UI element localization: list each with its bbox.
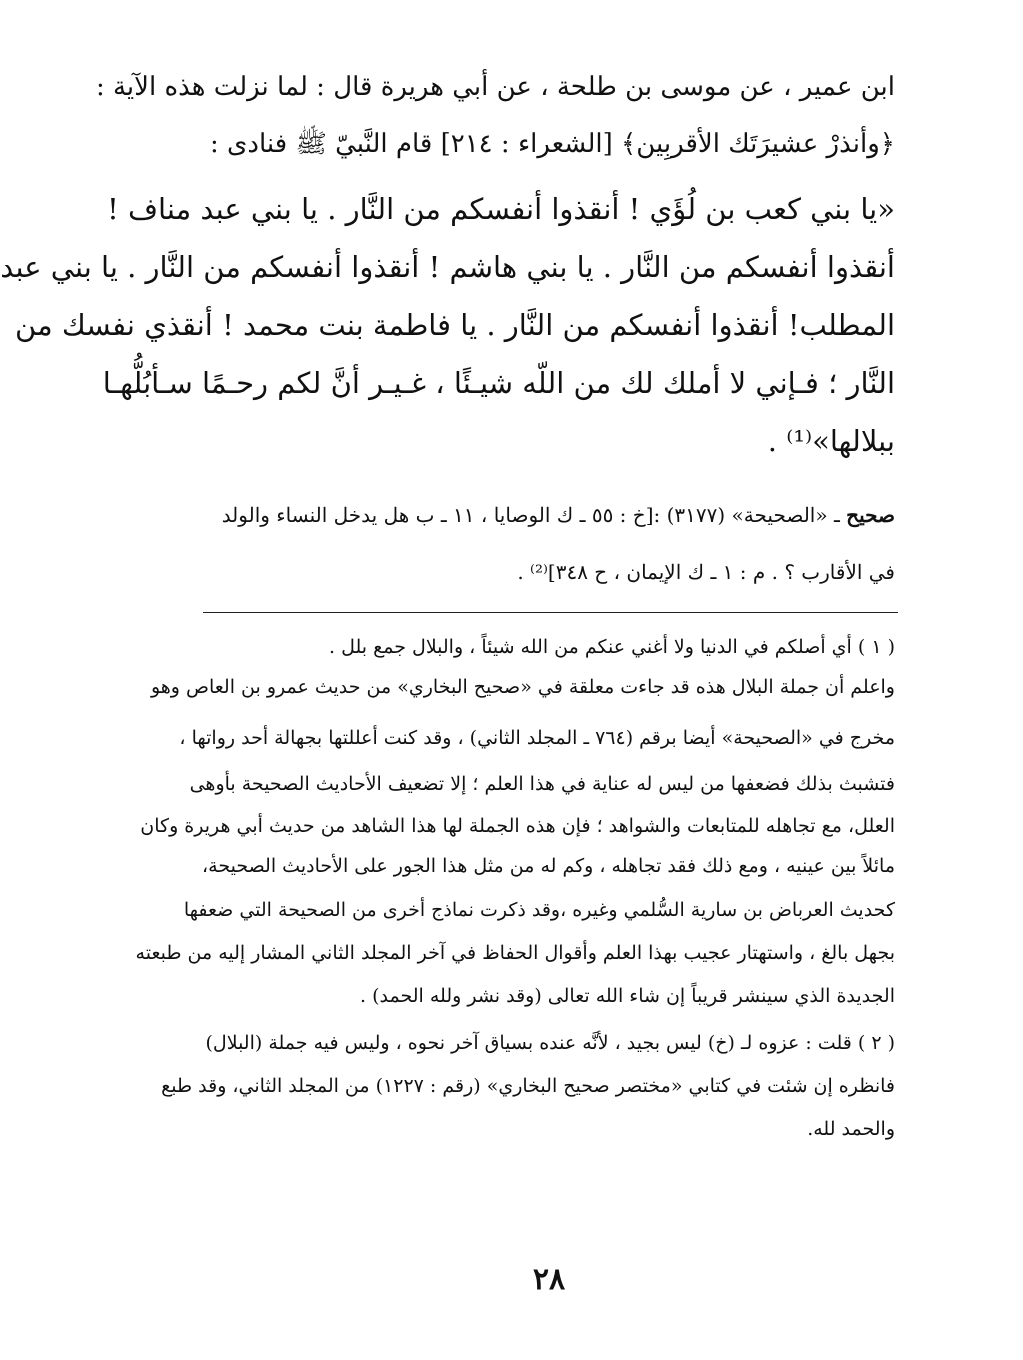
footnote-separator xyxy=(203,612,898,613)
page-number: ٢٨ xyxy=(532,1262,566,1297)
footnote-1-line-9: الجديدة الذي سينشر قريباً إن شاء الله تعالى (وقد نشر ولله الحمد) . xyxy=(360,985,895,1007)
hadith-line-1: «يا بني كعب بن لُؤَي ! أنقذوا أنفسكم من النَّار . يا بني عبد مناف ! xyxy=(107,192,895,226)
takhrij-line-2: في الأقارب ؟ . م : ١ ـ ك الإيمان ، ح ٣٤٨]⁽²⁾ . xyxy=(517,560,895,584)
footnote-1-line-3: مخرج في «الصحيحة» أيضا برقم (٧٦٤ ـ المجلد الثاني) ، وقد كنت أعللتها بجهالة أحد رواتها ، xyxy=(179,727,895,749)
intro-line-1: ابن عمير ، عن موسى بن طلحة ، عن أبي هريرة قال : لما نزلت هذه الآية : xyxy=(95,72,895,102)
footnote-1-line-2: واعلم أن جملة البلال هذه قد جاءت معلقة في «صحيح البخاري» من حديث عمرو بن العاص وهو xyxy=(150,676,895,698)
grading-label: صحيح xyxy=(846,503,895,527)
footnote-1-line-4: فتشبث بذلك فضعفها من ليس له عناية في هذا العلم ؛ إلا تضعيف الأحاديث الصحيحة بأوهى xyxy=(189,773,895,795)
footnote-1-line-6: مائلاً بين عينيه ، ومع ذلك فقد تجاهله ، وكم له من مثل هذا الجور على الأحاديث الصحيحة، xyxy=(202,855,895,877)
intro-line-2-verse: ﴿وأنذرْ عشيرَتَك الأقربِين﴾ [الشعراء : ٢١٤] قام النَّبيّ ﷺ فنادى : xyxy=(210,129,895,159)
takhrij-line-1 xyxy=(115,503,895,527)
hadith-line-3: المطلب! أنقذوا أنفسكم من النَّار . يا فاطمة بنت محمد ! أنقذي نفسك من xyxy=(15,308,895,342)
takhrij-line-1-text: ـ «الصحيحة» (٣١٧٧) :[خ : ٥٥ ـ ك الوصايا ، ١١ ـ ب هل يدخل النساء والولد xyxy=(221,503,847,527)
footnote-1-line-8: بجهل بالغ ، واستهتار عجيب بهذا العلم وأقوال الحفاظ في آخر المجلد الثاني المشار إليه من طبعته xyxy=(135,942,895,964)
footnote-2-line-2: فانظره إن شئت في كتابي «مختصر صحيح البخاري» (رقم : ١٢٢٧) من المجلد الثاني، وقد طبع xyxy=(161,1075,895,1097)
footnote-1-line-5: العلل، مع تجاهله للمتابعات والشواهد ؛ فإن هذه الجملة لها هذا الشاهد من حديث أبي هريرة وكان xyxy=(140,815,895,837)
footnote-2-line-3: والحمد لله. xyxy=(807,1118,895,1140)
footnote-1: ( ١ ) أي أصلكم في الدنيا ولا أغني عنكم من الله شيئاً ، والبلال جمع بلل . xyxy=(329,636,895,658)
hadith-line-2: أنقذوا أنفسكم من النَّار . يا بني هاشم ! أنقذوا أنفسكم من النَّار . يا بني عبد xyxy=(0,250,895,284)
hadith-line-5: ببلالها»⁽¹⁾ . xyxy=(767,424,895,458)
footnote-1-line-7: كحديث العرباض بن سارية السُّلمي وغيره ،وقد ذكرت نماذج أخرى من الصحيحة التي ضعفها xyxy=(183,899,895,921)
footnote-2: ( ٢ ) قلت : عزوه لـ (خ) ليس بجيد ، لأنَّه عنده بسياق آخر نحوه ، وليس فيه جملة (البلال) xyxy=(205,1032,895,1054)
hadith-line-4: النَّار ؛ فـإني لا أملك لك من اللّه شيـئًا ، غـيـر أنَّ لكم رحـمًا سـأبُلُّهـا xyxy=(102,366,895,400)
